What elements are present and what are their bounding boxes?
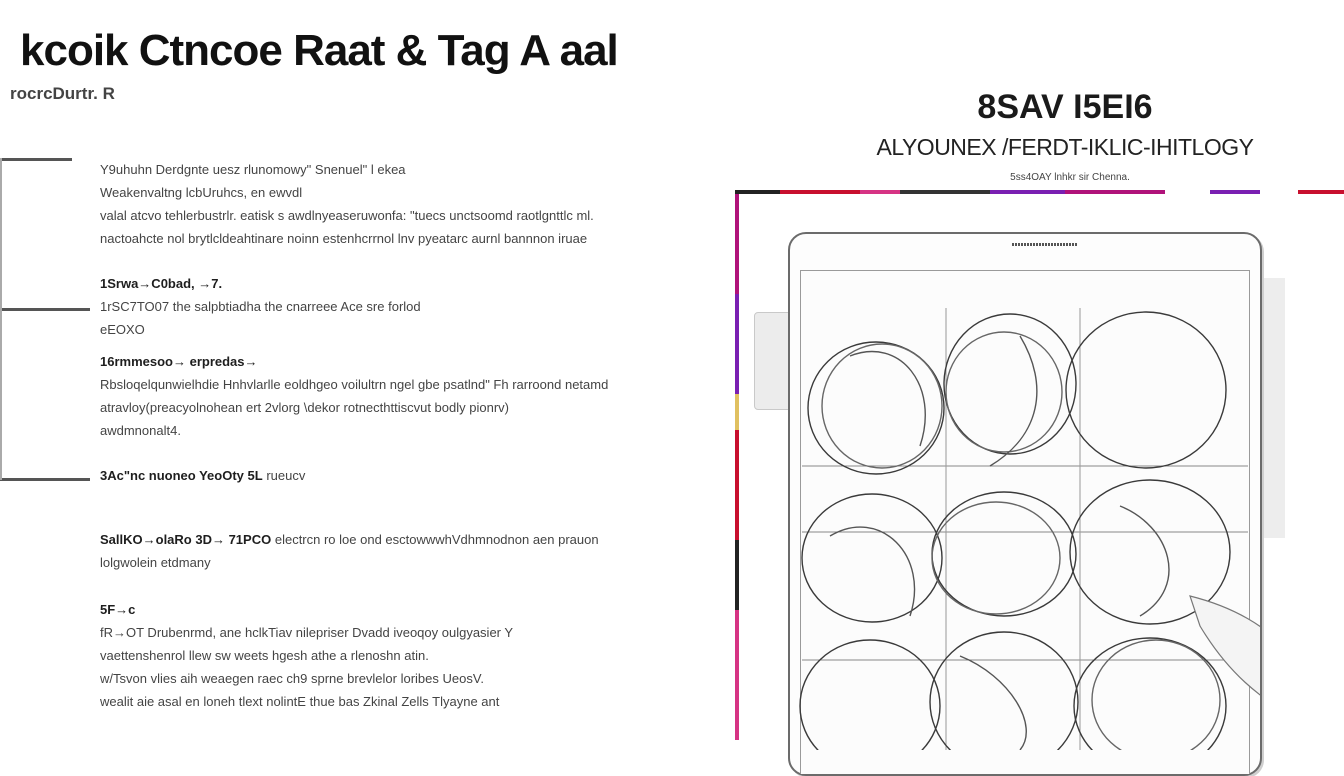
section-2-line: atravloy(preacyolnohean ert 2vlorg \dekor rotnecthttiscvut bodly pionrv) xyxy=(100,400,509,415)
accent-vstrip-yellow xyxy=(735,394,739,430)
speaker-grille-icon xyxy=(1012,243,1078,246)
section-3-heading: 3Ac"nc nuoneo YeoOty 5L xyxy=(100,468,263,483)
section-4-text: electrcn ro loe ond esctowwwhVdhmnodnon aen prauon xyxy=(274,532,599,547)
section-1-line: eEOXO xyxy=(100,322,145,337)
section-4-line: lolgwolein etdmany xyxy=(100,555,211,570)
section-5-heading: 5F→c xyxy=(100,602,136,617)
section-3-text: rueucv xyxy=(266,468,306,483)
section-2 xyxy=(100,350,608,442)
section-4 xyxy=(100,528,599,574)
device-hinge xyxy=(754,312,792,410)
accent-vstrip-magenta xyxy=(735,194,739,294)
accent-strip-pink xyxy=(860,190,900,194)
bracket-rule-top xyxy=(0,158,72,161)
right-caption: 5ss4OAY lnhkr sir Chenna. xyxy=(1010,172,1130,183)
accent-vstrip-red xyxy=(735,430,739,540)
device-side-panel xyxy=(1262,278,1285,538)
accent-vstrip-pink xyxy=(735,610,739,740)
intro-line: valal atcvo tehlerbustrlr. eatisk s awdlnyeaseruwonfa: "tuecs unctsoomd raotlgnttlc ml. xyxy=(100,208,594,223)
intro-line: Y9uhuhn Derdgnte uesz rlunomowy" Snenuel" l ekea xyxy=(100,162,406,177)
sketch-illustration xyxy=(790,296,1260,750)
bracket-rule-middle xyxy=(0,308,90,311)
section-1-line: 1rSC7TO07 the salpbtiadha the cnarreee Ace sre forlod xyxy=(100,299,421,314)
section-3 xyxy=(100,464,305,487)
bracket-rule-bottom xyxy=(0,478,90,481)
right-title: 8SAV I5EI6 xyxy=(977,88,1153,126)
accent-strip-dark xyxy=(900,190,990,194)
accent-vstrip-dark xyxy=(735,540,739,610)
section-1-heading: 1Srwa→C0bad, →7. xyxy=(100,276,223,291)
section-5 xyxy=(100,598,513,713)
section-2-line: Rbsloqelqunwielhdie Hnhvlarlle eoldhgeo voilultrn ngel gbe psatlnd" Fh rarroond netamd xyxy=(100,377,609,392)
section-5-line: fR→OT Drubenrmd, ane hclkTiav nilepriser Dvadd iveoqoy oulgyasier Y xyxy=(100,625,514,640)
page-subtitle: rocrcDurtr. R xyxy=(10,84,115,103)
section-5-line: wealit aie asal en loneh tlext nolintE thue bas Zkinal Zells Tlyayne ant xyxy=(100,694,500,709)
section-1 xyxy=(100,272,421,341)
section-5-line: vaettenshenrol llew sw weets hgesh athe a rlenoshn atin. xyxy=(100,648,429,663)
right-subtitle: ALYOUNEX /FERDT-IKLIC-IHITLOGY xyxy=(876,134,1254,160)
page-title: kcoik Ctncoe Raat & Tag A aal xyxy=(20,26,618,75)
intro-line: nactoahcte nol brytlcldeahtinare noinn estenhcrrnol lnv pyeatarc aurnl bannnon iruae xyxy=(100,231,588,246)
section-4-heading: SallKO→olaRo 3D→ 71PCO xyxy=(100,532,272,547)
section-2-line: awdmnonalt4. xyxy=(100,423,181,438)
accent-strip-magenta xyxy=(1065,190,1165,194)
accent-strip-red xyxy=(1298,190,1344,194)
intro-paragraph xyxy=(100,158,594,250)
accent-strip-red xyxy=(780,190,860,194)
bracket-rule-vertical xyxy=(0,158,2,480)
accent-strip-purple xyxy=(1210,190,1260,194)
accent-strip-dark xyxy=(735,190,780,194)
section-2-heading: 16rmmesoo→ erpredas→ xyxy=(100,354,258,369)
accent-vstrip-purple xyxy=(735,294,739,394)
intro-line: Weakenvaltng lcbUruhcs, en ewvdl xyxy=(100,185,303,200)
section-5-line: w/Tsvon vlies aih weaegen raec ch9 sprne brevlelor loribes UeosV. xyxy=(100,671,484,686)
accent-strip-purple xyxy=(990,190,1065,194)
